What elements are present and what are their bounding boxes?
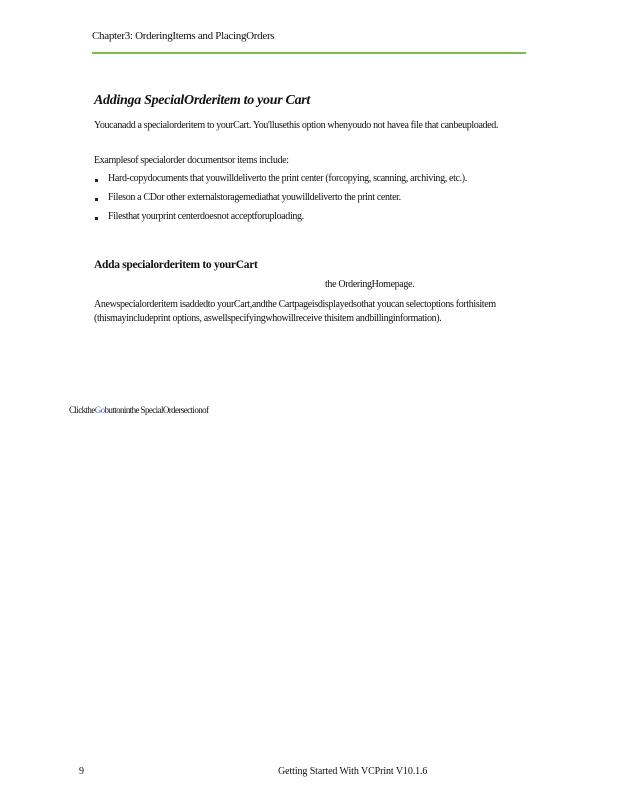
examples-list xyxy=(94,172,526,229)
list-item-text: Fileson a CDor other externalstoragemediathat youwilldeliverto the print center. xyxy=(108,192,401,203)
step-suffix: buttoninthe SpecialOrdersectionof xyxy=(104,405,209,415)
page-number: 9 xyxy=(79,766,84,777)
go-button-reference: Go xyxy=(94,405,105,415)
result-paragraph: Anewspecialorderitem isaddedto yourCart,andthe Cartpageisdisplayedsothat youcan selectoptions forthisitem (thismayincludeprint options, aswellspecifyingwhowillreceive thisitem andbillinginformation). xyxy=(94,299,496,324)
chapter-header: Chapter3: OrderingItems and PlacingOrders xyxy=(92,30,275,42)
bullet-icon xyxy=(95,198,98,201)
procedure-title: Adda specialorderitem to yourCart xyxy=(94,259,258,271)
list-item xyxy=(94,191,526,205)
section-title: Addinga SpecialOrderitem to your Cart xyxy=(94,93,311,108)
footer-title: Getting Started With VCPrint V10.1.6 xyxy=(278,766,428,777)
intro-paragraph: Youcanadd a specialorderitem to yourCart. You'llusethis option whenyoudo not havea file that canbeuploaded. xyxy=(94,120,499,131)
bullet-icon xyxy=(95,217,98,220)
bullet-icon xyxy=(95,179,98,182)
header-rule xyxy=(92,52,526,54)
examples-intro: Examplesof specialorder documentsor items include: xyxy=(94,155,289,166)
step-instruction xyxy=(69,405,208,415)
list-item-text: Hard-copydocuments that youwilldeliverto the print center (forcopying, scanning, archiving, etc.). xyxy=(108,173,467,184)
home-page-fragment: the OrderingHomepage. xyxy=(325,279,415,290)
list-item-text: Filesthat yourprint centerdoesnot acceptforuploading. xyxy=(108,211,304,222)
step-prefix: Clickthe xyxy=(69,405,95,415)
list-item xyxy=(94,210,526,224)
list-item xyxy=(94,172,526,186)
